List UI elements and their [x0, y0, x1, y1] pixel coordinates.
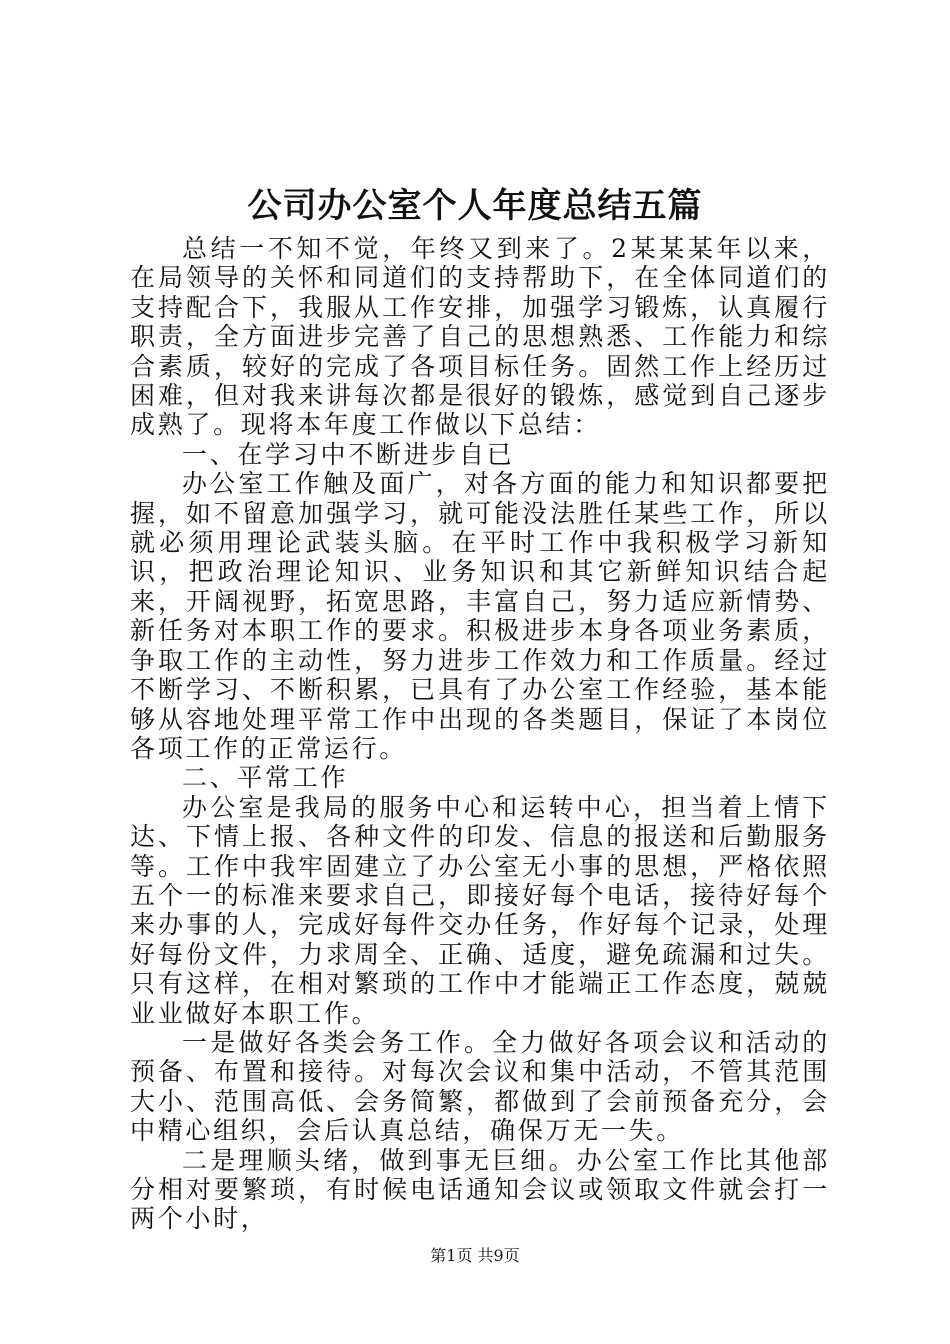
paragraph-details: 二是理顺头绪，做到事无巨细。办公室工作比其他部分相对要繁琐，有时候电话通知会议或领取文件就会打一两个小时，: [130, 1145, 830, 1234]
section-heading-2: 二、平常工作: [182, 763, 349, 793]
document-body: [130, 234, 830, 1234]
paragraph-meetings: 一是做好各类会务工作。全力做好各项会议和活动的预备、布置和接待。对每次会议和集中活动，不管其范围大小、范围高低、会务简繁，都做到了会前预备充分，会中精心组织，会后认真总结，确保万无一失。: [130, 1027, 830, 1146]
paragraph-study: 办公室工作触及面广，对各方面的能力和知识都要把握，如不留意加强学习，就可能没法胜任某些工作，所以就必须用理论武装头脑。在平时工作中我积极学习新知识，把政治理论知识、业务知识和其它新鲜知识结合起来，开阔视野，拓宽思路，丰富自己，努力适应新情势、新任务对本职工作的要求。积极进步本身各项业务素质，争取工作的主动性，努力进步工作效力和工作质量。经过不断学习、不断积累，已具有了办公室工作经验，基本能够从容地处理平常工作中出现的各类题目，保证了本岗位各项工作的正常运行。: [130, 469, 830, 763]
section-heading-1: 一、在学习中不断进步自已: [182, 439, 515, 469]
page-footer: 第1页 共9页: [430, 1246, 520, 1265]
paragraph-intro: 总结一不知不觉，年终又到来了。2某某某年以来，在局领导的关怀和同道们的支持帮助下，在全体同道们的支持配合下，我服从工作安排，加强学习锻炼，认真履行职责，全方面进步完善了自己的思想熟悉、工作能力和综合素质，较好的完成了各项目标任务。固然工作上经历过困难，但对我来讲每次都是很好的锻炼，感觉到自己逐步成熟了。现将本年度工作做以下总结：: [130, 234, 830, 440]
paragraph-daily-work: 办公室是我局的服务中心和运转中心，担当着上情下达、下情上报、各种文件的印发、信息的报送和后勤服务等。工作中我牢固建立了办公室无小事的思想，严格依照五个一的标准来要求自己，即接好每个电话，接待好每个来办事的人，完成好每件交办任务，作好每个记录，处理好每份文件，力求周全、正确、适度，避免疏漏和过失。只有这样，在相对繁琐的工作中才能端正工作态度，兢兢业业做好本职工作。: [130, 792, 830, 1028]
document-title: 公司办公室个人年度总结五篇: [247, 186, 703, 226]
